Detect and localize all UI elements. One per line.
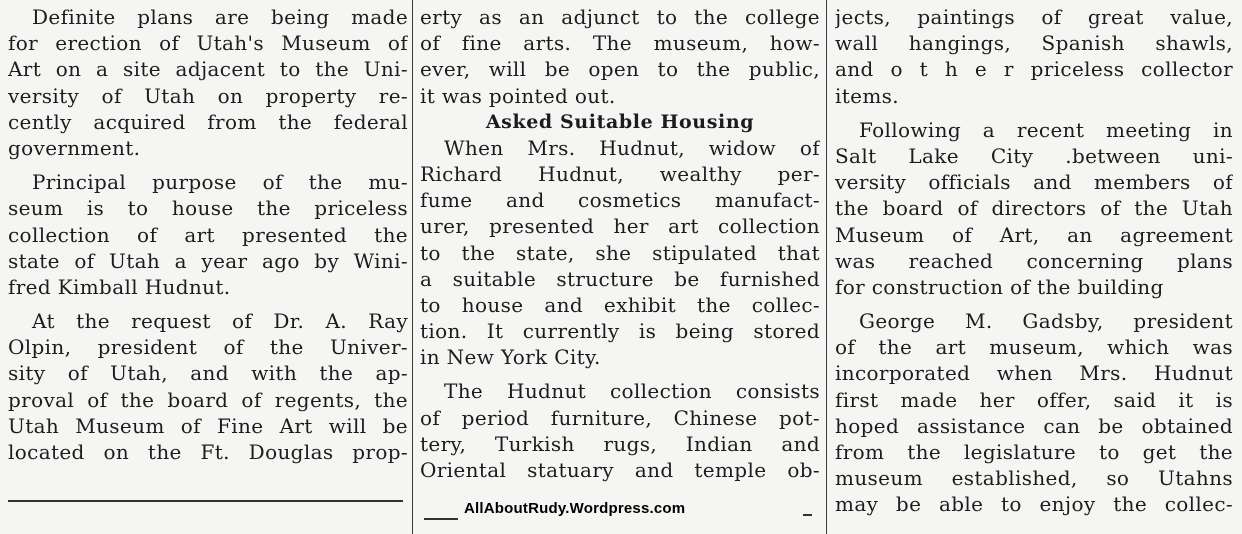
- text-line: incorporated when Mrs. Hudnut: [835, 361, 1233, 386]
- column-1: [8, 4, 408, 530]
- bottom-rule: [8, 500, 403, 502]
- text-line: and o t h e r priceless collector: [835, 57, 1233, 82]
- text-line: tery, Turkish rugs, Indian and: [420, 431, 820, 456]
- text-line: to the state, she stipulated that: [420, 240, 820, 265]
- text-line: of the art museum, which was: [835, 335, 1233, 360]
- text-line: first made her offer, said it is: [835, 387, 1233, 412]
- text-line: of fine arts. The museum, how-: [420, 31, 820, 56]
- text-line: from the legislature to get the: [835, 440, 1233, 464]
- text-line: government.: [8, 135, 141, 160]
- dash-mark-left: [424, 518, 458, 520]
- text-line: fred Kimball Hudnut.: [8, 274, 231, 299]
- text-line: Utah Museum of Fine Art will be: [8, 413, 408, 438]
- text-line: may be able to enjoy the collec-: [835, 492, 1233, 517]
- text-line: Museum of Art, an agreement: [835, 222, 1233, 247]
- text-line: for construction of the building: [835, 274, 1164, 299]
- text-line: Oriental statuary and temple ob-: [420, 458, 820, 482]
- dash-mark-right: [803, 514, 812, 516]
- text-line: George M. Gadsby, president: [859, 309, 1233, 334]
- text-line: hoped assistance can be obtained: [835, 413, 1233, 438]
- text-line: versity of Utah on property re-: [8, 83, 408, 108]
- paragraph-gap: [420, 370, 820, 378]
- text-line: versity officials and members of: [835, 170, 1233, 195]
- text-line: seum is to house the priceless: [8, 196, 408, 221]
- text-line: jects, paintings of great value,: [835, 5, 1233, 29]
- text-line: Principal purpose of the mu-: [32, 170, 408, 195]
- column-3: [835, 4, 1233, 530]
- text-line: Salt Lake City .between uni-: [835, 143, 1233, 168]
- column-rule-2: [826, 0, 827, 534]
- text-line: urer, presented her art collection: [420, 214, 820, 239]
- text-line: to house and exhibit the collec-: [420, 292, 820, 317]
- text-line: museum established, so Utahns: [835, 466, 1233, 491]
- paragraph-gap: [8, 161, 408, 169]
- watermark-text: AllAboutRudy.Wordpress.com: [464, 500, 686, 517]
- text-line: fume and cosmetics manufact-: [420, 188, 820, 213]
- text-line: cently acquired from the federal: [8, 109, 408, 134]
- paragraph-gap: [835, 300, 1233, 308]
- text-line: located on the Ft. Douglas prop-: [8, 440, 408, 464]
- subheading: Asked Suitable Housing: [485, 110, 755, 133]
- text-line: proval of the board of regents, the: [8, 387, 408, 412]
- text-line: for erection of Utah's Museum of: [8, 31, 408, 56]
- column-rule-1: [412, 0, 413, 534]
- text-line: When Mrs. Hudnut, widow of: [444, 135, 820, 160]
- text-line: collection of art presented the: [8, 222, 408, 247]
- text-line: sity of Utah, and with the ap-: [8, 361, 408, 386]
- text-line: tion. It currently is being stored: [420, 319, 820, 344]
- text-line: in New York City.: [420, 345, 601, 370]
- paragraph-gap: [8, 300, 408, 308]
- text-line: The Hudnut collection consists: [444, 379, 820, 404]
- paragraph-gap: [835, 109, 1233, 117]
- text-line: Following a recent meeting in: [859, 117, 1233, 142]
- text-line: wall hangings, Spanish shawls,: [835, 31, 1233, 56]
- text-line: the board of directors of the Utah: [835, 196, 1233, 221]
- text-line: state of Utah a year ago by Wini-: [8, 248, 408, 273]
- text-line: ever, will be open to the public,: [420, 57, 820, 82]
- text-line: a suitable structure be furnished: [420, 266, 820, 291]
- text-line: Art on a site adjacent to the Uni-: [8, 57, 408, 82]
- text-line: At the request of Dr. A. Ray: [32, 309, 408, 334]
- text-line: of period furniture, Chinese pot-: [420, 405, 820, 430]
- text-line: was reached concerning plans: [835, 248, 1233, 273]
- text-line: Definite plans are being made: [32, 5, 408, 29]
- text-line: it was pointed out.: [420, 83, 616, 108]
- text-line: items.: [835, 83, 899, 108]
- text-line: erty as an adjunct to the college: [420, 5, 820, 29]
- text-line: Olpin, president of the Univer-: [8, 335, 408, 360]
- text-line: Richard Hudnut, wealthy per-: [420, 161, 820, 186]
- column-2: [420, 4, 820, 530]
